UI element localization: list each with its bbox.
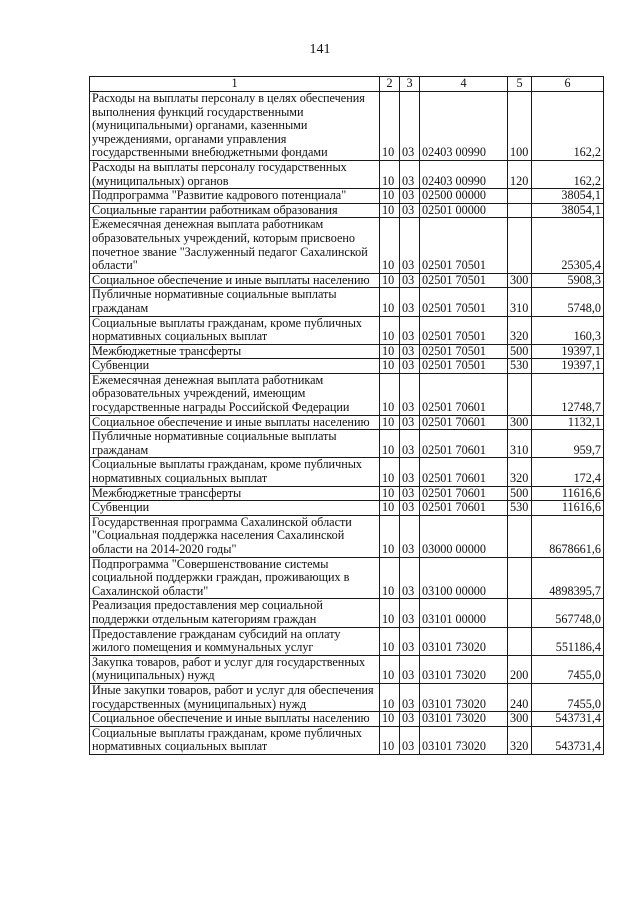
row-subsection: 03: [400, 458, 420, 486]
row-section: 10: [380, 288, 400, 316]
row-section: 10: [380, 683, 400, 711]
table-row: [90, 458, 604, 486]
row-expense-type: 500: [508, 344, 532, 359]
row-amount: 567748,0: [532, 599, 604, 627]
row-amount: 543731,4: [532, 712, 604, 727]
row-subsection: 03: [400, 92, 420, 161]
row-name: Социальное обеспечение и иные выплаты населению: [90, 273, 380, 288]
row-name: Иные закупки товаров, работ и услуг для обеспечения государственных (муниципальных) нужд: [90, 683, 380, 711]
row-expense-type: 300: [508, 415, 532, 430]
row-subsection: 03: [400, 373, 420, 415]
row-name: Предоставление гражданам субсидий на оплату жилого помещения и коммунальных услуг: [90, 627, 380, 655]
row-amount: 12748,7: [532, 373, 604, 415]
row-subsection: 03: [400, 218, 420, 273]
row-name: Межбюджетные трансферты: [90, 344, 380, 359]
row-target-code: 02501 70501: [420, 288, 508, 316]
row-name: Социальные выплаты гражданам, кроме публичных нормативных социальных выплат: [90, 316, 380, 344]
row-name: Расходы на выплаты персоналу государственных (муниципальных) органов: [90, 160, 380, 188]
table-row: [90, 683, 604, 711]
row-expense-type: [508, 557, 532, 599]
table-row: [90, 218, 604, 273]
row-target-code: 02501 70601: [420, 501, 508, 516]
row-target-code: 03101 73020: [420, 726, 508, 754]
row-target-code: 02500 00000: [420, 189, 508, 204]
row-section: 10: [380, 458, 400, 486]
row-section: 10: [380, 501, 400, 516]
row-section: 10: [380, 359, 400, 374]
row-section: 10: [380, 557, 400, 599]
row-name: Социальное обеспечение и иные выплаты населению: [90, 712, 380, 727]
row-section: 10: [380, 655, 400, 683]
row-expense-type: 120: [508, 160, 532, 188]
row-target-code: 02501 70601: [420, 415, 508, 430]
row-expense-type: [508, 515, 532, 557]
table-row: [90, 344, 604, 359]
row-expense-type: [508, 203, 532, 218]
row-target-code: 02501 70501: [420, 344, 508, 359]
row-amount: 1132,1: [532, 415, 604, 430]
row-amount: 160,3: [532, 316, 604, 344]
row-name: Подпрограмма "Развитие кадрового потенциала": [90, 189, 380, 204]
row-subsection: 03: [400, 273, 420, 288]
row-subsection: 03: [400, 160, 420, 188]
row-name: Ежемесячная денежная выплата работникам образовательных учреждений, имеющим государственные награды Российской Федерации: [90, 373, 380, 415]
row-subsection: 03: [400, 501, 420, 516]
row-section: 10: [380, 189, 400, 204]
row-amount: 38054,1: [532, 203, 604, 218]
row-subsection: 03: [400, 189, 420, 204]
row-section: 10: [380, 273, 400, 288]
row-name: Реализация предоставления мер социальной поддержки отдельным категориям граждан: [90, 599, 380, 627]
row-name: Расходы на выплаты персоналу в целях обеспечения выполнения функций государственными (муниципальными) органами, казенными учреждениями, органами управления государственными внебюджетными фондами: [90, 92, 380, 161]
table-row: [90, 726, 604, 754]
table-row: [90, 316, 604, 344]
row-expense-type: 310: [508, 288, 532, 316]
row-name: Социальное обеспечение и иные выплаты населению: [90, 415, 380, 430]
row-name: Субвенции: [90, 501, 380, 516]
table-row: [90, 160, 604, 188]
row-target-code: 02403 00990: [420, 160, 508, 188]
row-target-code: 02403 00990: [420, 92, 508, 161]
row-subsection: 03: [400, 359, 420, 374]
row-amount: 25305,4: [532, 218, 604, 273]
row-target-code: 02501 70601: [420, 486, 508, 501]
row-target-code: 02501 70501: [420, 316, 508, 344]
row-amount: 5748,0: [532, 288, 604, 316]
row-expense-type: [508, 189, 532, 204]
row-expense-type: [508, 373, 532, 415]
table-row: [90, 92, 604, 161]
row-subsection: 03: [400, 557, 420, 599]
budget-table: [89, 76, 604, 755]
row-section: 10: [380, 430, 400, 458]
row-subsection: 03: [400, 515, 420, 557]
table-row: [90, 273, 604, 288]
row-amount: 5908,3: [532, 273, 604, 288]
table-row: [90, 359, 604, 374]
row-expense-type: [508, 627, 532, 655]
row-amount: 8678661,6: [532, 515, 604, 557]
row-amount: 543731,4: [532, 726, 604, 754]
row-subsection: 03: [400, 599, 420, 627]
row-name: Публичные нормативные социальные выплаты гражданам: [90, 430, 380, 458]
row-section: 10: [380, 726, 400, 754]
row-amount: 162,2: [532, 160, 604, 188]
page-number: 141: [309, 42, 331, 57]
row-amount: 162,2: [532, 92, 604, 161]
row-expense-type: 300: [508, 273, 532, 288]
row-amount: 172,4: [532, 458, 604, 486]
table-row: [90, 430, 604, 458]
row-name: Межбюджетные трансферты: [90, 486, 380, 501]
row-subsection: 03: [400, 655, 420, 683]
row-name: Социальные выплаты гражданам, кроме публичных нормативных социальных выплат: [90, 458, 380, 486]
row-expense-type: 300: [508, 712, 532, 727]
row-subsection: 03: [400, 627, 420, 655]
table-header-row: [90, 77, 604, 92]
row-target-code: 03100 00000: [420, 557, 508, 599]
column-header: 4: [420, 77, 508, 92]
column-header: 2: [380, 77, 400, 92]
row-section: 10: [380, 515, 400, 557]
row-amount: 11616,6: [532, 501, 604, 516]
column-header: 5: [508, 77, 532, 92]
row-expense-type: 100: [508, 92, 532, 161]
row-expense-type: 240: [508, 683, 532, 711]
row-amount: 19397,1: [532, 344, 604, 359]
row-expense-type: 310: [508, 430, 532, 458]
column-header: 1: [90, 77, 380, 92]
row-section: 10: [380, 415, 400, 430]
row-name: Ежемесячная денежная выплата работникам образовательных учреждений, которым присвоено почетное звание "Заслуженный педагог Сахалинской области": [90, 218, 380, 273]
row-target-code: 03000 00000: [420, 515, 508, 557]
table-row: [90, 712, 604, 727]
table-row: [90, 373, 604, 415]
row-section: 10: [380, 160, 400, 188]
row-expense-type: 320: [508, 458, 532, 486]
row-name: Закупка товаров, работ и услуг для государственных (муниципальных) нужд: [90, 655, 380, 683]
row-target-code: 02501 70501: [420, 359, 508, 374]
row-target-code: 03101 00000: [420, 599, 508, 627]
row-target-code: 02501 70601: [420, 373, 508, 415]
row-target-code: 02501 70601: [420, 430, 508, 458]
row-section: 10: [380, 599, 400, 627]
table-row: [90, 627, 604, 655]
row-amount: 959,7: [532, 430, 604, 458]
row-section: 10: [380, 203, 400, 218]
row-expense-type: [508, 599, 532, 627]
row-subsection: 03: [400, 288, 420, 316]
row-expense-type: 500: [508, 486, 532, 501]
row-amount: 38054,1: [532, 189, 604, 204]
row-target-code: 03101 73020: [420, 627, 508, 655]
row-target-code: 02501 70501: [420, 273, 508, 288]
row-target-code: 02501 70601: [420, 458, 508, 486]
table-row: [90, 655, 604, 683]
row-name: Субвенции: [90, 359, 380, 374]
table-row: [90, 415, 604, 430]
row-name: Социальные выплаты гражданам, кроме публичных нормативных социальных выплат: [90, 726, 380, 754]
table-row: [90, 288, 604, 316]
row-expense-type: 200: [508, 655, 532, 683]
table-row: [90, 189, 604, 204]
table-row: [90, 515, 604, 557]
column-header: 6: [532, 77, 604, 92]
row-section: 10: [380, 627, 400, 655]
column-header: 3: [400, 77, 420, 92]
row-name: Подпрограмма "Совершенствование системы социальной поддержки граждан, проживающих в Сахалинской области": [90, 557, 380, 599]
row-subsection: 03: [400, 316, 420, 344]
row-subsection: 03: [400, 203, 420, 218]
row-amount: 19397,1: [532, 359, 604, 374]
row-target-code: 02501 00000: [420, 203, 508, 218]
row-target-code: 02501 70501: [420, 218, 508, 273]
row-name: Государственная программа Сахалинской области "Социальная поддержка населения Сахалинской области на 2014-2020 годы": [90, 515, 380, 557]
row-section: 10: [380, 316, 400, 344]
row-expense-type: 320: [508, 726, 532, 754]
row-expense-type: [508, 218, 532, 273]
row-subsection: 03: [400, 712, 420, 727]
row-amount: 11616,6: [532, 486, 604, 501]
row-expense-type: 320: [508, 316, 532, 344]
row-name: Публичные нормативные социальные выплаты гражданам: [90, 288, 380, 316]
row-amount: 551186,4: [532, 627, 604, 655]
row-subsection: 03: [400, 415, 420, 430]
table-row: [90, 501, 604, 516]
row-name: Социальные гарантии работникам образования: [90, 203, 380, 218]
row-section: 10: [380, 373, 400, 415]
row-section: 10: [380, 486, 400, 501]
table-row: [90, 486, 604, 501]
row-section: 10: [380, 92, 400, 161]
row-section: 10: [380, 218, 400, 273]
row-target-code: 03101 73020: [420, 683, 508, 711]
row-expense-type: 530: [508, 501, 532, 516]
row-subsection: 03: [400, 344, 420, 359]
row-amount: 7455,0: [532, 683, 604, 711]
table-body: [90, 92, 604, 755]
row-amount: 4898395,7: [532, 557, 604, 599]
row-target-code: 03101 73020: [420, 655, 508, 683]
row-amount: 7455,0: [532, 655, 604, 683]
row-subsection: 03: [400, 430, 420, 458]
row-section: 10: [380, 344, 400, 359]
row-expense-type: 530: [508, 359, 532, 374]
row-section: 10: [380, 712, 400, 727]
row-target-code: 03101 73020: [420, 712, 508, 727]
table-row: [90, 557, 604, 599]
table-row: [90, 203, 604, 218]
table-row: [90, 599, 604, 627]
row-subsection: 03: [400, 486, 420, 501]
row-subsection: 03: [400, 683, 420, 711]
row-subsection: 03: [400, 726, 420, 754]
